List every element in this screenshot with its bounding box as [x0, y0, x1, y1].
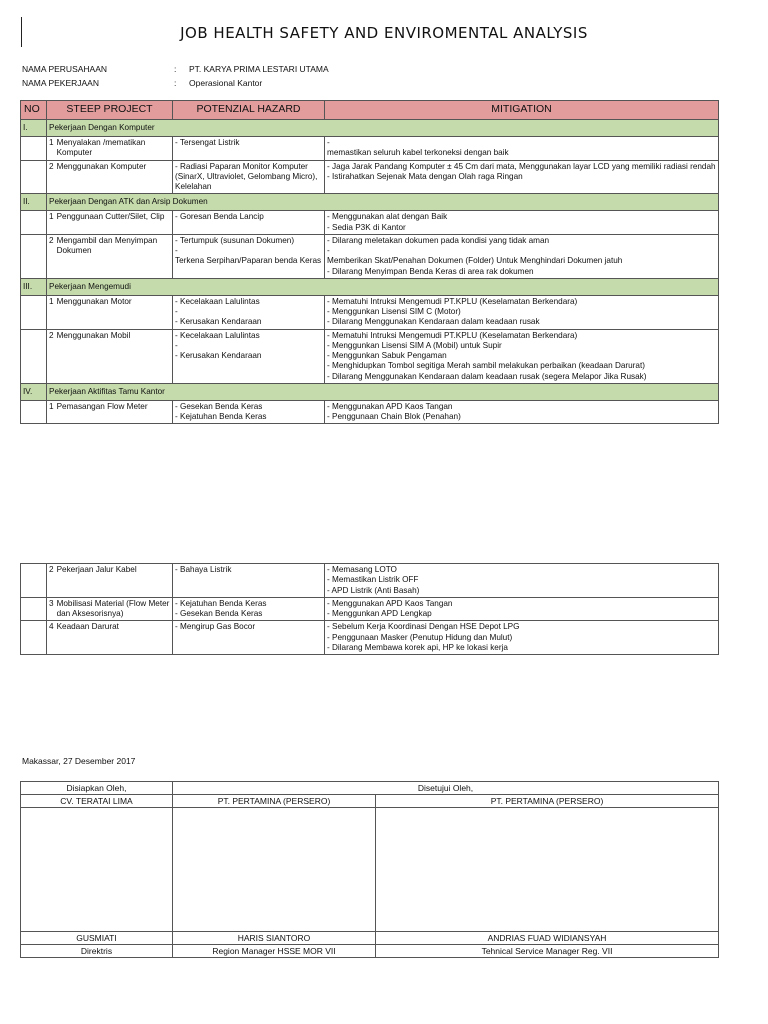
step-text: Menggunakan Komputer: [56, 161, 147, 171]
mitigation-item: -: [327, 138, 330, 147]
row-no-cell: [21, 160, 47, 194]
step-content: [49, 212, 170, 222]
table-header-row: [21, 101, 719, 120]
step-number: 4: [49, 622, 54, 632]
table-row: [21, 295, 719, 329]
mitigation-cell: [325, 295, 719, 329]
step-content: [49, 599, 170, 620]
hazard-cell: [173, 211, 325, 235]
hazard-item: - Kecelakaan Lalulintas: [175, 330, 260, 340]
hazard-item: - Kejatuhan Benda Keras: [175, 598, 267, 608]
signer-company-3: PT. PERTAMINA (PERSERO): [376, 795, 719, 808]
header-hazard: POTENZIAL HAZARD: [173, 101, 325, 120]
section-number: II.: [21, 194, 47, 211]
mitigation-item: - Menggunkan APD Lengkap: [327, 609, 432, 618]
row-no-cell: [21, 597, 47, 621]
step-content: [49, 622, 170, 632]
row-no-cell: [21, 400, 47, 424]
table-row: [21, 160, 719, 194]
step-number: 1: [49, 401, 54, 411]
section-title: Pekerjaan Mengemudi: [47, 278, 719, 295]
section-row: [21, 120, 719, 137]
hazard-item: - Radiasi Paparan Monitor Komputer (SinarX, Ultraviolet, Gelombang Micro), Kelelahan: [175, 161, 318, 191]
section-row: [21, 194, 719, 211]
step-number: 2: [49, 565, 54, 574]
step-content: [49, 402, 170, 412]
hazard-cell: [173, 621, 325, 655]
hazard-item: - Goresan Benda Lancip: [175, 212, 264, 222]
section-title: Pekerjaan Dengan ATK dan Arsip Dokumen: [47, 194, 719, 211]
signer-position-3: Tehnical Service Manager Reg. VII: [376, 945, 719, 958]
mitigation-cell: [325, 564, 719, 598]
mitigation-item: - Sedia P3K di Kantor: [327, 222, 406, 232]
mitigation-item: - Menggunkan Sabuk Pengaman: [327, 351, 447, 360]
section-title: Pekerjaan Dengan Komputer: [47, 120, 719, 137]
mitigation-item: - Istirahatkan Sejenak Mata dengan Olah raga Ringan: [327, 171, 523, 181]
step-number: 1: [49, 296, 54, 306]
table-row: [21, 597, 719, 621]
step-content: [49, 236, 170, 257]
mitigation-item: - Dilarang Menggunakan Kendaraan dalam keadaan rusak: [327, 317, 540, 327]
document-title: JOB HEALTH SAFETY AND ENVIROMENTAL ANALYSIS: [180, 24, 588, 42]
hazard-item: - Kecelakaan Lalulintas: [175, 296, 260, 306]
signer-position-1: Direktris: [21, 945, 173, 958]
mitigation-cell: [325, 329, 719, 383]
step-content: [49, 297, 170, 307]
mitigation-item: - Sebelum Kerja Koordinasi Dengan HSE Depot LPG: [327, 622, 520, 632]
step-cell: [47, 295, 173, 329]
step-text: Keadaan Darurat: [56, 622, 119, 632]
step-cell: [47, 137, 173, 161]
mitigation-item: - Dilarang Menggunakan Kendaraan dalam keadaan rusak (segera Melapor Jika Rusak): [327, 371, 647, 381]
mitigation-cell: [325, 160, 719, 194]
hazard-item: - Gesekan Benda Keras: [175, 401, 263, 411]
hazard-cell: [173, 234, 325, 278]
row-no-cell: [21, 211, 47, 235]
hazard-item: -: [175, 246, 178, 255]
step-content: [49, 138, 170, 159]
hazard-item: - Kerusakan Kendaraan: [175, 351, 262, 360]
hazard-item: - Tersengat Listrik: [175, 138, 240, 147]
hazard-cell: [173, 137, 325, 161]
step-content: [49, 565, 170, 575]
hazard-cell: [173, 400, 325, 424]
header-no: NO: [21, 101, 47, 120]
hazard-item: Terkena Serpihan/Paparan benda Keras: [175, 256, 322, 266]
row-no-cell: [21, 329, 47, 383]
section-row: [21, 278, 719, 295]
signer-company-1: CV. TERATAI LIMA: [21, 795, 173, 808]
hazard-item: - Gesekan Benda Keras: [175, 609, 263, 618]
section-number: III.: [21, 278, 47, 295]
table-row: [21, 621, 719, 655]
header-mitigation: MITIGATION: [325, 101, 719, 120]
signer-name-3: ANDRIAS FUAD WIDIANSYAH: [376, 932, 719, 945]
jsa-table: [20, 100, 719, 424]
signer-position-2: Region Manager HSSE MOR VII: [173, 945, 376, 958]
date-line: Makassar, 27 Desember 2017: [22, 756, 136, 766]
mitigation-item: - Jaga Jarak Pandang Komputer ± 45 Cm dari mata, Menggunakan layar LCD yang memiliki radiasi rendah: [327, 161, 716, 171]
row-no-cell: [21, 295, 47, 329]
row-no-cell: [21, 234, 47, 278]
step-text: Menggunakan Mobil: [56, 330, 131, 340]
step-number: 2: [49, 235, 54, 245]
mitigation-item: - Penggunaan Chain Blok (Penahan): [327, 412, 461, 421]
hazard-item: - Kejatuhan Benda Keras: [175, 412, 267, 421]
meta-company-value: PT. KARYA PRIMA LESTARI UTAMA: [189, 64, 329, 74]
hazard-item: - Kerusakan Kendaraan: [175, 317, 262, 327]
section-row: [21, 383, 719, 400]
mitigation-item: - Menghidupkan Tombol segitiga Merah sambil melakukan perbaikan (keadaan Darurat): [327, 361, 645, 371]
step-cell: [47, 400, 173, 424]
mitigation-cell: [325, 211, 719, 235]
mitigation-item: - Menggunakan APD Kaos Tangan: [327, 598, 453, 608]
mitigation-item: -: [327, 246, 330, 255]
table-row: [21, 137, 719, 161]
step-text: Penggunaan Cutter/Silet, Clip: [56, 212, 165, 222]
step-content: [49, 331, 170, 341]
signature-box-1: [21, 808, 173, 932]
hazard-cell: [173, 329, 325, 383]
step-number: 1: [49, 138, 54, 147]
step-cell: [47, 234, 173, 278]
mitigation-item: Memberikan Skat/Penahan Dokumen (Folder) Untuk Menghindari Dokumen jatuh: [327, 256, 623, 266]
step-text: Menggunakan Motor: [56, 296, 132, 306]
mitigation-cell: [325, 234, 719, 278]
mitigation-cell: [325, 597, 719, 621]
hazard-item: -: [175, 307, 178, 316]
signature-box-3: [376, 808, 719, 932]
step-text: Mobilisasi Material (Flow Meter dan Aksesorisnya): [56, 598, 170, 618]
step-number: 2: [49, 161, 54, 171]
step-text: Mengambil dan Menyimpan Dokumen: [56, 235, 158, 255]
meta-job-colon: :: [174, 78, 177, 88]
section-title: Pekerjaan Aktifitas Tamu Kantor: [47, 383, 719, 400]
hazard-cell: [173, 295, 325, 329]
mitigation-item: - Menggunkan Lisensi SIM A (Mobil) untuk Supir: [327, 340, 502, 350]
signature-table: [20, 781, 719, 958]
section-number: I.: [21, 120, 47, 137]
mitigation-item: - Dilarang meletakan dokumen pada kondisi yang tidak aman: [327, 235, 550, 245]
mitigation-cell: [325, 400, 719, 424]
step-cell: [47, 211, 173, 235]
hazard-cell: [173, 160, 325, 194]
mitigation-item: - Menggunkan Lisensi SIM C (Motor): [327, 307, 461, 316]
table-row: [21, 211, 719, 235]
signature-box-2: [173, 808, 376, 932]
hazard-cell: [173, 564, 325, 598]
step-cell: [47, 329, 173, 383]
mitigation-item: - Mematuhi Intruksi Mengemudi PT.KPLU (Keselamatan Berkendara): [327, 296, 578, 306]
row-no-cell: [21, 137, 47, 161]
step-text: Menyalakan /mematikan Komputer: [56, 138, 146, 158]
step-cell: [47, 621, 173, 655]
hazard-cell: [173, 597, 325, 621]
approved-by-label: Disetujui Oleh,: [173, 782, 719, 795]
signer-company-2: PT. PERTAMINA (PERSERO): [173, 795, 376, 808]
header-step: STEEP PROJECT: [47, 101, 173, 120]
mitigation-cell: [325, 621, 719, 655]
mitigation-cell: [325, 137, 719, 161]
step-text: Pemasangan Flow Meter: [56, 401, 148, 411]
mitigation-item: - APD Listrik (Anti Basah): [327, 585, 420, 595]
step-cell: [47, 160, 173, 194]
mitigation-item: - Penggunaan Masker (Penutup Hidung dan Mulut): [327, 632, 513, 642]
meta-company-colon: :: [174, 64, 177, 74]
meta-company-label: NAMA PERUSAHAAN: [22, 64, 108, 74]
row-no-cell: [21, 564, 47, 598]
hazard-item: - Mengirup Gas Bocor: [175, 622, 256, 632]
hazard-item: - Bahaya Listrik: [175, 565, 232, 574]
signer-name-2: HARIS SIANTORO: [173, 932, 376, 945]
mitigation-item: - Memastikan Listrik OFF: [327, 575, 419, 585]
mitigation-item: - Menggunakan APD Kaos Tangan: [327, 401, 453, 411]
mitigation-item: - Mematuhi Intruksi Mengemudi PT.KPLU (Keselamatan Berkendara): [327, 330, 578, 340]
section-number: IV.: [21, 383, 47, 400]
hazard-item: - Tertumpuk (susunan Dokumen): [175, 235, 295, 245]
mitigation-item: - Dilarang Menyimpan Benda Keras di area rak dokumen: [327, 266, 534, 276]
prepared-by-label: Disiapkan Oleh,: [21, 782, 173, 795]
mitigation-item: - Dilarang Membawa korek api, HP ke lokasi kerja: [327, 642, 508, 652]
step-cell: [47, 597, 173, 621]
signer-name-1: GUSMIATI: [21, 932, 173, 945]
row-no-cell: [21, 621, 47, 655]
table-row: [21, 234, 719, 278]
meta-job-label: NAMA PEKERJAAN: [22, 78, 99, 88]
table-row: [21, 329, 719, 383]
step-text: Pekerjaan Jalur Kabel: [56, 565, 137, 574]
table-row: [21, 400, 719, 424]
jsa-continuation-table: [20, 563, 719, 655]
mitigation-item: memastikan seluruh kabel terkoneksi dengan baik: [327, 148, 509, 158]
meta-job-value: Operasional Kantor: [189, 78, 263, 88]
step-content: [49, 162, 170, 172]
table-row: [21, 564, 719, 598]
step-number: 2: [49, 330, 54, 340]
mitigation-item: - Memasang LOTO: [327, 565, 397, 574]
step-number: 3: [49, 598, 54, 608]
step-cell: [47, 564, 173, 598]
mitigation-item: - Menggunakan alat dengan Baik: [327, 212, 448, 222]
step-number: 1: [49, 212, 54, 222]
hazard-item: -: [175, 340, 178, 350]
